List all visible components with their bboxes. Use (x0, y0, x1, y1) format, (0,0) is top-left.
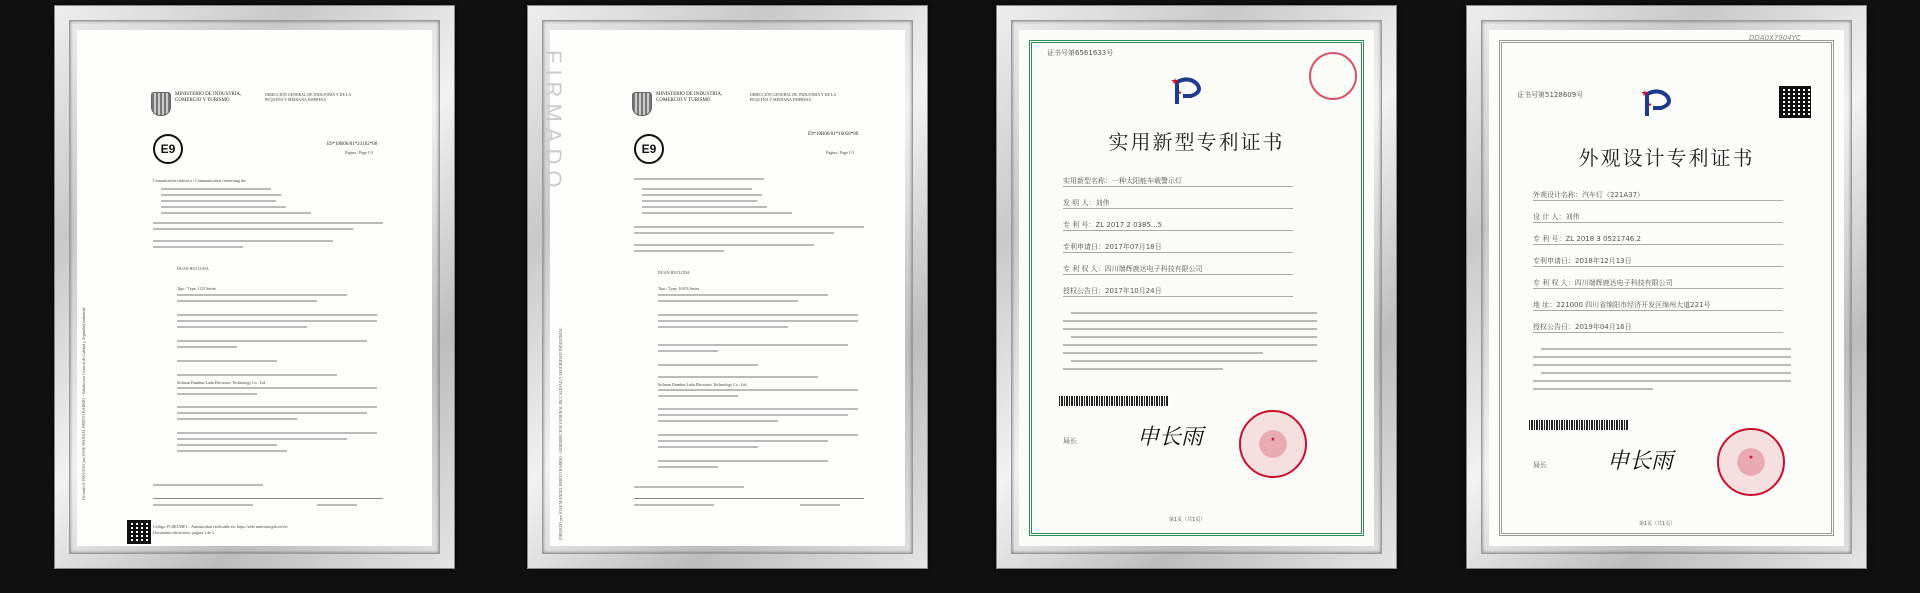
firmado-watermark: FIRMADO (541, 50, 566, 194)
director-signature: 申长雨 (1137, 425, 1204, 450)
field-grant-date: 授权公告日：2017年10月24日 (1063, 287, 1162, 295)
verification-code: Código: FC6E5A9F1... Autenticidad verificable en: https://sede.mincotur.gob.es/csv (153, 524, 288, 529)
official-red-seal: ★ (1239, 410, 1307, 478)
directorate-name: DIRECCIÓN GENERAL DE INDUSTRIA Y DE LA PEQUEÑA Y MEDIANA EMPRESA (265, 92, 351, 102)
field-grant-date: 授权公告日：2019年04月16日 (1533, 323, 1632, 331)
electronic-document-page: Documento electrónico, página 1 de 3 (153, 530, 214, 535)
certificate-number: 证书号第6561633号 (1047, 49, 1114, 57)
patent-office-logo-icon (1639, 86, 1679, 120)
spanish-approval-document-1 (77, 30, 432, 546)
barcode-icon (1059, 396, 1169, 406)
field-address: 地 址：221000 四川省绵阳市经济开发区绵州大道221号 (1533, 301, 1711, 309)
field-patent-number: 专 利 号：ZL 2017 2 0385...5 (1063, 221, 1163, 229)
official-red-seal: ★ (1717, 428, 1785, 496)
e9-approval-mark: E9 (153, 134, 183, 164)
side-signature-text: Firmado el 18/01/2022 por JOSE MANUEL PRIETO BARRIO - Subdirector General de Calidad y Seguridad Industrial (81, 307, 86, 500)
ministry-name: MINISTERIO DE INDUSTRIA, COMERCIO Y TURISMO (175, 92, 242, 103)
patent-office-logo-icon (1169, 74, 1209, 108)
coat-of-arms-icon-2 (632, 92, 652, 116)
field-application-date: 专利申请日：2018年12月13日 (1533, 257, 1632, 265)
field-application-date: 专利申请日：2017年07月18日 (1063, 243, 1162, 251)
page-indicator-2: Página / Page 1/3 (826, 150, 854, 155)
company-name: Sichuan Duanhui Luda Electronic Technology Co., Ltd. (177, 380, 267, 385)
communication-header: Comunicación relativa a / Communication concerning the (153, 178, 246, 183)
directorate-name-2: DIRECCIÓN GENERAL DE INDUSTRIA Y DE LA PEQUEÑA Y MEDIANA EMPRESA (750, 92, 836, 102)
handwritten-note: DDA0X7904YC (1749, 34, 1801, 42)
manufacturer-name: DUAN HUI LUDA (177, 266, 209, 271)
director-label: 局长 (1533, 461, 1547, 469)
certificate-title: 实用新型专利证书 (1108, 130, 1285, 154)
field-patentee: 专 利 权 人：四川端辉鹿达电子科技有限公司 (1063, 265, 1203, 273)
barcode-icon (1529, 420, 1629, 430)
field-inventor: 发 明 人：刘伟 (1063, 199, 1110, 207)
page-footer: 第1页（共1页） (1169, 517, 1206, 523)
qr-code-icon (127, 520, 151, 544)
e9-approval-mark-2: E9 (634, 134, 664, 164)
side-signature-text-2: FIRMADO por JOSE MANUEL PRIETO BARRIO - SUBDIRECTOR GENERAL DE CALIDAD Y SEGURIDAD INDUSTRIAL (558, 327, 563, 540)
certificate-frame-4 (1466, 5, 1867, 569)
manufacturer-name-2: DUAN HUI LUDA (658, 270, 690, 275)
red-stamp (1309, 52, 1357, 100)
field-name: 实用新型名称：一种太阳能车载警示灯 (1063, 177, 1182, 185)
utility-model-patent-certificate (1019, 30, 1374, 546)
certificate-frame-1 (54, 5, 455, 569)
director-label: 局长 (1063, 437, 1077, 445)
type-text-2: Tipo / Type: 16103 Series (658, 286, 700, 291)
coat-of-arms-icon (151, 92, 171, 116)
field-design-name: 外观设计名称：汽车灯（221A37） (1533, 191, 1645, 199)
field-patentee: 专 利 权 人：四川端辉鹿达电子科技有限公司 (1533, 279, 1673, 287)
approval-number-2: E9*10R06/01*16058*00 (808, 132, 859, 137)
certificate-number: 证书号第5128609号 (1517, 91, 1584, 99)
design-patent-certificate (1489, 30, 1844, 546)
certificate-title: 外观设计专利证书 (1578, 146, 1755, 170)
page-indicator: Página / Page 1/3 (345, 150, 373, 155)
qr-code-icon (1779, 86, 1811, 118)
certificate-frame-3 (996, 5, 1397, 569)
director-signature: 申长雨 (1607, 449, 1674, 474)
approval-number: E9*10R06/01*23102*00 (327, 142, 378, 147)
company-name-2: Sichuan Duanhui Luda Electronic Technology Co., Ltd. (658, 382, 748, 387)
field-designer: 设 计 人：刘伟 (1533, 213, 1580, 221)
certificate-frame-2 (527, 5, 928, 569)
spanish-approval-document-2 (541, 30, 905, 546)
ministry-name-2: MINISTERIO DE INDUSTRIA, COMERCIO Y TURISMO (656, 92, 723, 103)
field-patent-number: 专 利 号：ZL 2018 3 0521746.2 (1533, 235, 1641, 243)
page-footer: 第1页（共1页） (1639, 521, 1676, 527)
type-text: Tipo / Type: 1115 Series (177, 286, 216, 291)
